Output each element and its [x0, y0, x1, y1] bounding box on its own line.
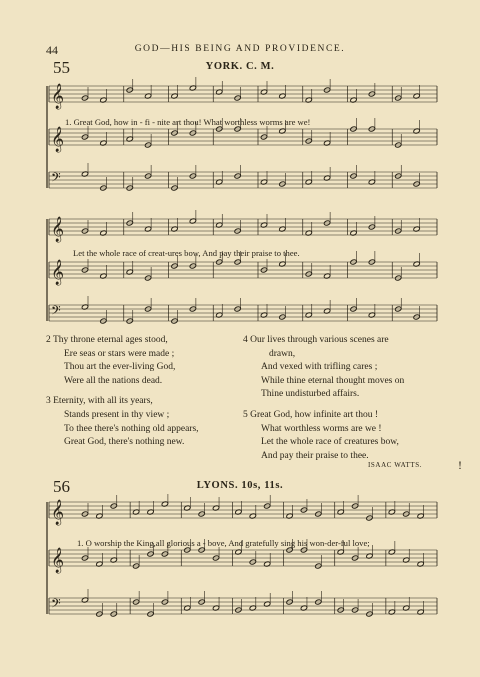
hymn-56-tune-title: LYONS. 10s, 11s. — [196, 480, 284, 491]
verse-line: And vexed with trifling cares ; — [261, 362, 378, 373]
verse-line: Ere seas or stars were made ; — [64, 348, 175, 359]
hymn-56-lyrics-line-1: 1. O worship the King,all glorious a - bove, And gratefully sing his won-der-ful love; — [77, 538, 370, 548]
verse-line: Let the whole race of creatures bow, — [261, 437, 399, 448]
bass-clef-icon: 𝄢 — [51, 596, 61, 614]
treble-clef-icon: 𝄞 — [51, 260, 65, 285]
verse-5 — [243, 409, 443, 463]
verse-line: 4 Our lives through various scenes are — [243, 335, 389, 345]
hymn-56-number: 56 — [53, 477, 70, 496]
stray-mark: ! — [458, 458, 462, 472]
verse-3 — [46, 395, 246, 449]
verse-2 — [46, 334, 246, 388]
treble-clef-icon: 𝄞 — [51, 548, 65, 573]
page-number: 44 — [46, 43, 58, 57]
treble-clef-icon: 𝄞 — [51, 217, 65, 242]
author-credit: ISAAC WATTS. — [368, 461, 423, 469]
verse-line: drawn, — [269, 348, 296, 359]
verse-line: 2 Thy throne eternal ages stood, — [46, 335, 168, 345]
hymn-55-number: 55 — [53, 58, 70, 77]
verse-line: While thine eternal thought moves on — [261, 375, 405, 386]
bass-clef-icon: 𝄢 — [51, 303, 61, 321]
hymn-55-system-2 — [0, 205, 480, 335]
treble-clef-icon: 𝄞 — [51, 84, 65, 109]
hymn-56-system-1 — [0, 494, 480, 674]
verse-line: Thou art the ever-living God, — [64, 362, 176, 373]
verse-line: And pay their praise to thee. — [261, 450, 369, 461]
treble-clef-icon: 𝄞 — [51, 500, 65, 525]
verse-line: Were all the nations dead. — [64, 375, 163, 386]
running-head: GOD—HIS BEING AND PROVIDENCE. — [134, 44, 346, 54]
verse-line: 5 Great God, how infinite art thou ! — [243, 409, 379, 420]
treble-clef-icon: 𝄞 — [51, 127, 65, 152]
verse-line: Stands present in thy view ; — [64, 409, 170, 420]
bass-clef-icon: 𝄢 — [51, 170, 61, 188]
verse-line: 3 Eternity, with all its years, — [46, 396, 153, 407]
hymn-55-lyrics-line-2: Let the whole race of creat-ures bow, And pay their praise to thee. — [73, 248, 300, 258]
verse-line: What worthless worms are we ! — [261, 423, 382, 434]
hymn-55-system-1 — [0, 74, 480, 204]
verse-line: Thine undisturbed affairs. — [261, 389, 360, 400]
verse-line: To thee there's nothing old appears, — [64, 423, 199, 434]
verse-line: Great God, there's nothing new. — [64, 437, 185, 448]
verses-left-column — [46, 334, 246, 457]
verses-right-column — [243, 334, 443, 470]
hymn-55-tune-title: YORK. C. M. — [205, 61, 275, 72]
verse-4 — [243, 334, 443, 402]
hymn-55-lyrics-line-1: 1. Great God, how in - fi - nite art thou! What worthless worms are we! — [65, 117, 311, 127]
